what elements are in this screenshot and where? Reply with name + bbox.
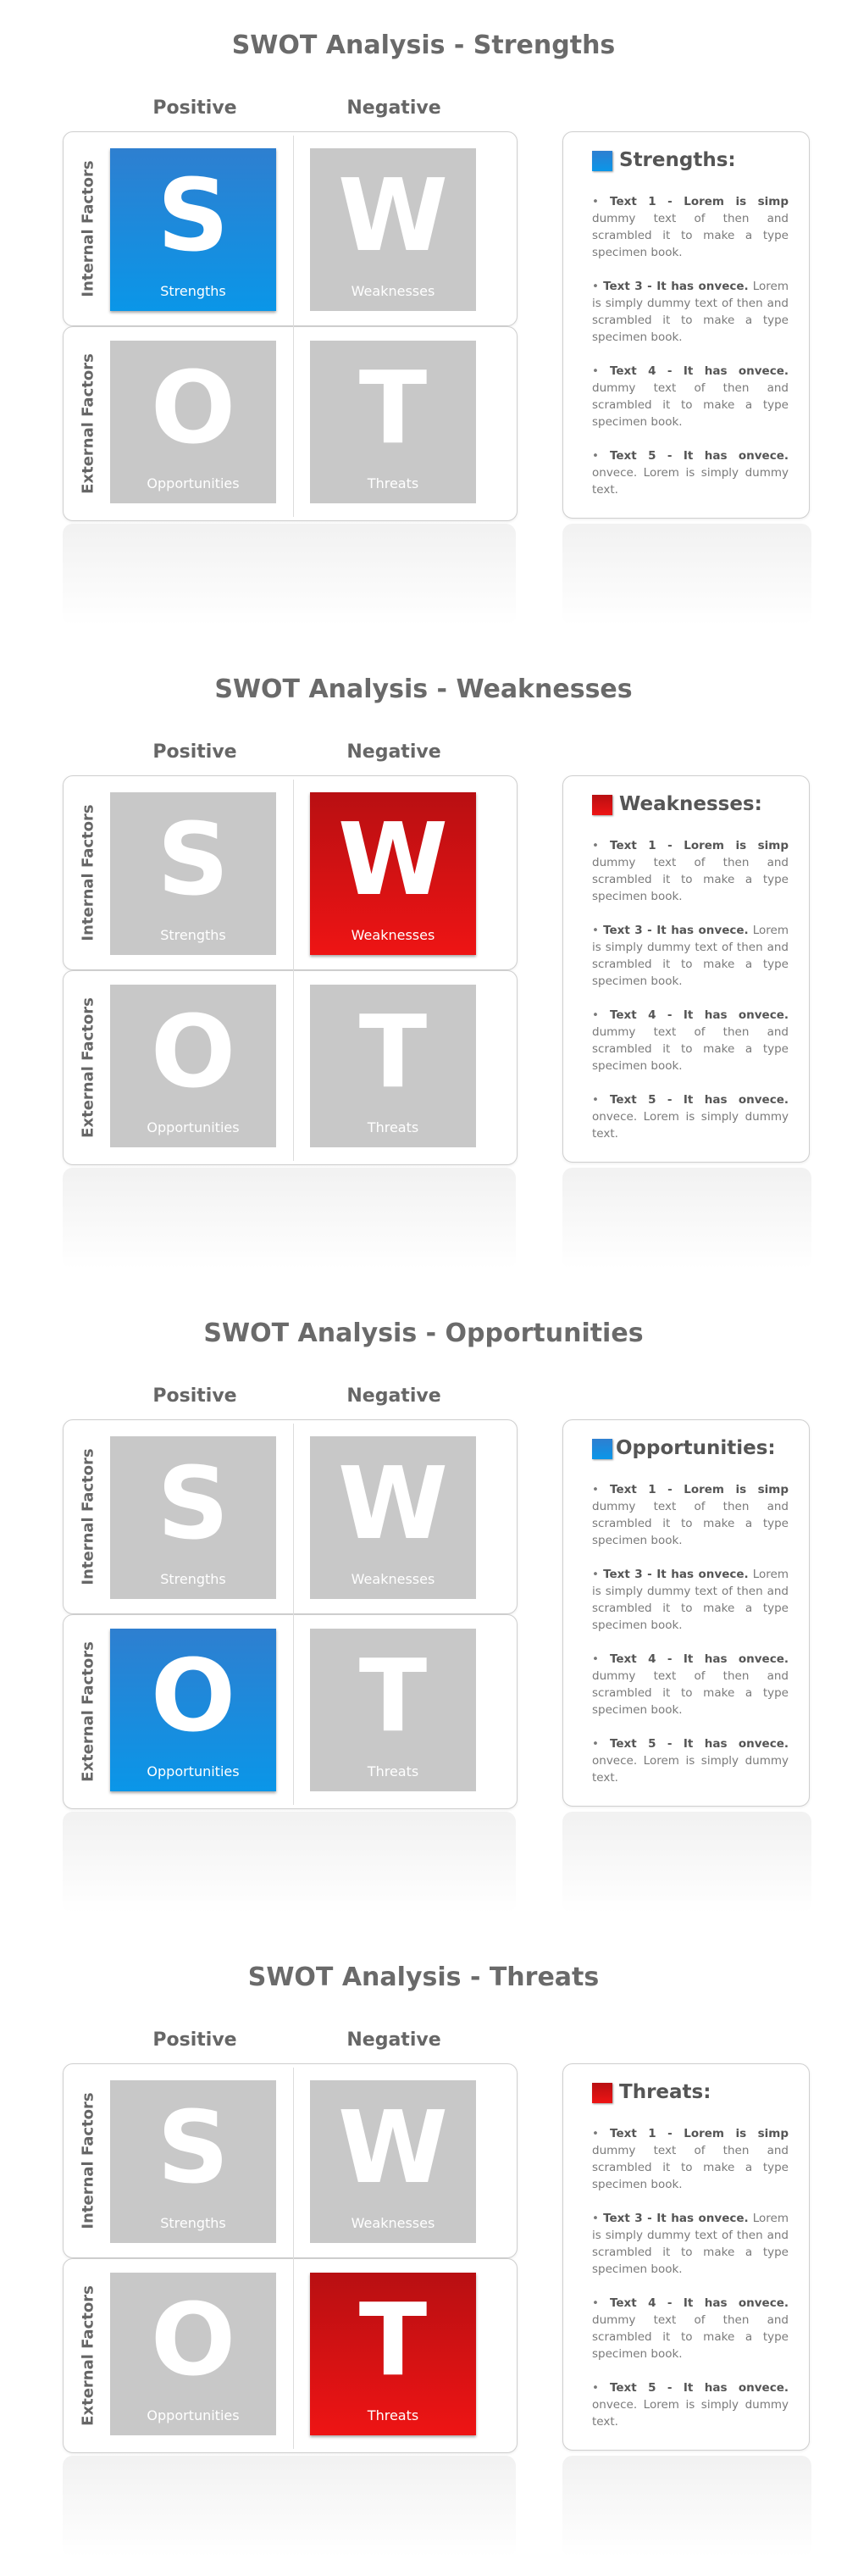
threats-caption: Threats bbox=[367, 2407, 419, 2423]
strengths-tile[interactable] bbox=[110, 792, 276, 955]
opportunities-caption: Opportunities bbox=[147, 475, 240, 491]
detail-panel bbox=[562, 2063, 810, 2451]
color-square-icon bbox=[592, 2083, 612, 2103]
bullet-list bbox=[592, 837, 789, 1159]
positive-heading: Positive bbox=[152, 97, 237, 119]
panel-title: Strengths: bbox=[619, 149, 736, 171]
list-item: • Text 3 - It has onvece. Lorem is simply dummy text of then and scrambled it to make a type specimen book. bbox=[592, 924, 789, 988]
strengths-caption: Strengths bbox=[160, 1571, 226, 1587]
panel-reflection bbox=[562, 524, 811, 625]
threats-tile[interactable] bbox=[310, 2273, 476, 2435]
opportunities-letter: O bbox=[150, 993, 236, 1110]
opportunities-caption: Opportunities bbox=[147, 1763, 240, 1779]
threats-tile[interactable] bbox=[310, 1629, 476, 1791]
opportunities-letter: O bbox=[150, 2281, 236, 2398]
list-item: • Text 3 - It has onvece. Lorem is simply dummy text of then and scrambled it to make a type specimen book. bbox=[592, 1568, 789, 1632]
negative-heading: Negative bbox=[346, 741, 441, 763]
bullet-list bbox=[592, 1481, 789, 1803]
threats-caption: Threats bbox=[367, 475, 419, 491]
threats-tile[interactable] bbox=[310, 341, 476, 503]
color-square-icon bbox=[592, 1439, 612, 1459]
list-item: • Text 1 - Lorem is simp dummy text of then and scrambled it to make a type specimen book. bbox=[592, 2127, 789, 2191]
opportunities-caption: Opportunities bbox=[147, 2407, 240, 2423]
threats-letter: T bbox=[358, 349, 428, 466]
strengths-tile[interactable] bbox=[110, 148, 276, 311]
weaknesses-letter: W bbox=[337, 801, 449, 918]
threats-letter: T bbox=[358, 2281, 428, 2398]
weaknesses-caption: Weaknesses bbox=[351, 283, 435, 299]
weaknesses-letter: W bbox=[337, 1445, 449, 1562]
column-divider bbox=[293, 2068, 294, 2449]
slide-title: SWOT Analysis - Strengths bbox=[231, 31, 616, 60]
grid-reflection bbox=[63, 1812, 516, 1913]
slide-strengths: SWOT Analysis - Strengths Positive Negative Internal Factors External Factors S Strengths W Weaknesses O Opportunities T Threats Strengths: • Text 1 - Lorem is simp dummy text of then and scrambled it to make a type specimen book. • Text 3 - It has onvece. Lorem is simply dummy text of then and scrambled it to make a type specimen book. • Text 4 - It has onvece. dummy text of then and scrambled it to make a type specimen book. • Text 5 - It has onvece. onvece. Lorem is simply dummy text. bbox=[0, 0, 847, 644]
bullet-list bbox=[592, 193, 789, 515]
slide-opportunities: SWOT Analysis - Opportunities Positive Negative Internal Factors External Factors S Strengths W Weaknesses O Opportunities T Threats Opportunities: • Text 1 - Lorem is simp dummy text of then and scrambled it to make a type specimen book. • Text 3 - It has onvece. Lorem is simply dummy text of then and scrambled it to make a type specimen book. • Text 4 - It has onvece. dummy text of then and scrambled it to make a type specimen book. • Text 5 - It has onvece. onvece. Lorem is simply dummy text. bbox=[0, 1288, 847, 1932]
opportunities-caption: Opportunities bbox=[147, 1119, 240, 1135]
weaknesses-caption: Weaknesses bbox=[351, 2215, 435, 2231]
grid-reflection bbox=[63, 524, 516, 625]
list-item: • Text 4 - It has onvece. dummy text of then and scrambled it to make a type specimen book. bbox=[592, 1652, 789, 1717]
strengths-tile[interactable] bbox=[110, 2080, 276, 2243]
opportunities-tile[interactable] bbox=[110, 2273, 276, 2435]
strengths-caption: Strengths bbox=[160, 283, 226, 299]
strengths-letter: S bbox=[157, 157, 230, 274]
color-square-icon bbox=[592, 795, 612, 815]
list-item: • Text 3 - It has onvece. Lorem is simply dummy text of then and scrambled it to make a type specimen book. bbox=[592, 280, 789, 344]
slide-title: SWOT Analysis - Threats bbox=[247, 1963, 600, 1992]
panel-title: Weaknesses: bbox=[619, 793, 762, 815]
weaknesses-tile[interactable] bbox=[310, 792, 476, 955]
column-divider bbox=[293, 1424, 294, 1805]
strengths-caption: Strengths bbox=[160, 927, 226, 943]
threats-caption: Threats bbox=[367, 1763, 419, 1779]
detail-panel bbox=[562, 131, 810, 519]
weaknesses-tile[interactable] bbox=[310, 148, 476, 311]
list-item: • Text 5 - It has onvece. onvece. Lorem is simply dummy text. bbox=[592, 1093, 789, 1141]
slide-title: SWOT Analysis - Weaknesses bbox=[214, 675, 633, 704]
bullet-list bbox=[592, 2125, 789, 2447]
slide-title: SWOT Analysis - Opportunities bbox=[203, 1319, 644, 1348]
strengths-letter: S bbox=[157, 801, 230, 918]
panel-reflection bbox=[562, 2456, 811, 2557]
opportunities-tile[interactable] bbox=[110, 985, 276, 1147]
threats-letter: T bbox=[358, 1637, 428, 1754]
list-item: • Text 1 - Lorem is simp dummy text of then and scrambled it to make a type specimen book. bbox=[592, 1483, 789, 1547]
strengths-caption: Strengths bbox=[160, 2215, 226, 2231]
strengths-tile[interactable] bbox=[110, 1436, 276, 1599]
slide-weaknesses: SWOT Analysis - Weaknesses Positive Negative Internal Factors External Factors S Strengths W Weaknesses O Opportunities T Threats Weaknesses: • Text 1 - Lorem is simp dummy text of then and scrambled it to make a type specimen book. • Text 3 - It has onvece. Lorem is simply dummy text of then and scrambled it to make a type specimen book. • Text 4 - It has onvece. dummy text of then and scrambled it to make a type specimen book. • Text 5 - It has onvece. onvece. Lorem is simply dummy text. bbox=[0, 644, 847, 1288]
list-item: • Text 3 - It has onvece. Lorem is simply dummy text of then and scrambled it to make a type specimen book. bbox=[592, 2212, 789, 2276]
list-item: • Text 1 - Lorem is simp dummy text of then and scrambled it to make a type specimen book. bbox=[592, 195, 789, 259]
list-item: • Text 1 - Lorem is simp dummy text of then and scrambled it to make a type specimen book. bbox=[592, 839, 789, 903]
strengths-letter: S bbox=[157, 2089, 230, 2206]
panel-reflection bbox=[562, 1168, 811, 1269]
column-divider bbox=[293, 780, 294, 1161]
detail-panel bbox=[562, 775, 810, 1163]
negative-heading: Negative bbox=[346, 1385, 441, 1407]
grid-reflection bbox=[63, 2456, 516, 2557]
opportunities-letter: O bbox=[150, 349, 236, 466]
weaknesses-tile[interactable] bbox=[310, 1436, 476, 1599]
list-item: • Text 5 - It has onvece. onvece. Lorem is simply dummy text. bbox=[592, 1737, 789, 1785]
weaknesses-letter: W bbox=[337, 157, 449, 274]
positive-heading: Positive bbox=[152, 2029, 237, 2051]
weaknesses-caption: Weaknesses bbox=[351, 1571, 435, 1587]
detail-panel bbox=[562, 1419, 810, 1807]
list-item: • Text 4 - It has onvece. dummy text of then and scrambled it to make a type specimen book. bbox=[592, 1008, 789, 1073]
color-square-icon bbox=[592, 151, 612, 171]
threats-tile[interactable] bbox=[310, 985, 476, 1147]
column-divider bbox=[293, 136, 294, 517]
panel-title: Threats: bbox=[619, 2081, 711, 2103]
list-item: • Text 4 - It has onvece. dummy text of then and scrambled it to make a type specimen book. bbox=[592, 364, 789, 429]
positive-heading: Positive bbox=[152, 1385, 237, 1407]
positive-heading: Positive bbox=[152, 741, 237, 763]
panel-title: Opportunities: bbox=[616, 1437, 776, 1459]
threats-caption: Threats bbox=[367, 1119, 419, 1135]
weaknesses-tile[interactable] bbox=[310, 2080, 476, 2243]
opportunities-tile[interactable] bbox=[110, 1629, 276, 1791]
slide-threats: SWOT Analysis - Threats Positive Negative Internal Factors External Factors S Strengths W Weaknesses O Opportunities T Threats Threats: • Text 1 - Lorem is simp dummy text of then and scrambled it to make a type specimen book. • Text 3 - It has onvece. Lorem is simply dummy text of then and scrambled it to make a type specimen book. • Text 4 - It has onvece. dummy text of then and scrambled it to make a type specimen book. • Text 5 - It has onvece. onvece. Lorem is simply dummy text. bbox=[0, 1932, 847, 2576]
grid-reflection bbox=[63, 1168, 516, 1269]
opportunities-letter: O bbox=[150, 1637, 236, 1754]
list-item: • Text 4 - It has onvece. dummy text of then and scrambled it to make a type specimen book. bbox=[592, 2296, 789, 2361]
negative-heading: Negative bbox=[346, 97, 441, 119]
threats-letter: T bbox=[358, 993, 428, 1110]
negative-heading: Negative bbox=[346, 2029, 441, 2051]
weaknesses-letter: W bbox=[337, 2089, 449, 2206]
panel-reflection bbox=[562, 1812, 811, 1913]
opportunities-tile[interactable] bbox=[110, 341, 276, 503]
list-item: • Text 5 - It has onvece. onvece. Lorem is simply dummy text. bbox=[592, 2381, 789, 2429]
weaknesses-caption: Weaknesses bbox=[351, 927, 435, 943]
list-item: • Text 5 - It has onvece. onvece. Lorem is simply dummy text. bbox=[592, 449, 789, 497]
strengths-letter: S bbox=[157, 1445, 230, 1562]
